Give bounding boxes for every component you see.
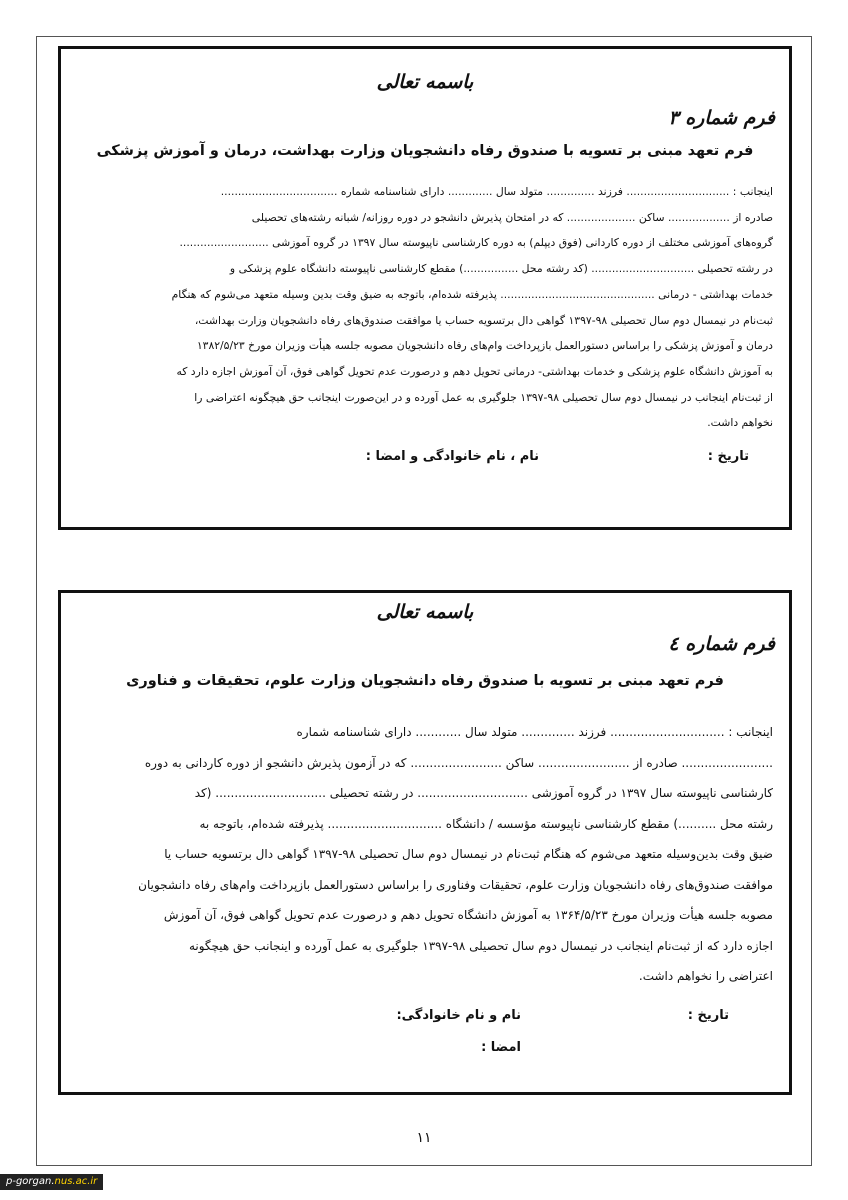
form-4-line: اعتراضی را نخواهم داشت. (638, 969, 773, 983)
form-4-sign-label: امضا : (481, 1040, 521, 1055)
site-prefix: p-gorgan. (6, 1176, 55, 1187)
form-4-name-label: نام و نام خانوادگی: (396, 1008, 521, 1023)
form-3-date-label: تاریخ : (707, 449, 749, 464)
form-3-line: صادره از .................. ساکن .................... که در امتحان پذیرش دانشجو در دوره روزانه/ شبانه رشته‌های تحصیلی (251, 210, 773, 224)
form-4-title: فرم تعهد مبنی بر تسویه با صندوق رفاه دانشجویان وزارت علوم، تحقیقات و فناوری (126, 673, 724, 689)
form-3-line: نخواهم داشت. (707, 416, 773, 430)
form-4-line: کارشناسی ناپیوسته سال ۱۳۹۷ در گروه آموزشی ............................. در رشته تحصیلی ............................. (کد (194, 786, 773, 800)
form-3-line: به آموزش دانشگاه علوم پزشکی و خدمات بهداشتی- درمانی تحویل دهم و درصورت عدم تحویل گواهی فوق، آن آموزش اجازه دارد که (176, 364, 773, 378)
form-3-line: در رشته تحصیلی .............................. (کد رشته محل ................) مقطع کارشناسی ناپیوسته دانشگاه علوم پزشکی و (229, 262, 773, 276)
form-4-body (83, 717, 773, 992)
form-4-line: اجازه دارد که از ثبت‌نام اینجانب در نیمسال دوم سال تحصیلی ۹۸-۱۳۹۷ جلوگیری به عمل آورده و اینجانب حق هیچگونه (188, 938, 773, 953)
site-watermark (0, 1174, 103, 1190)
form-3-line: درمان و آموزش پزشکی را براساس دستورالعمل بازپرداخت وام‌های رفاه دانشجویان مصوبه جلسه هیأت وزیران مورخ ۱۳۸۲/۵/۲۳ (196, 339, 773, 353)
form-3-line: اینجانب : .............................. فرزند .............. متولد سال ............. دارای شناسنامه شماره .................................. (220, 185, 773, 198)
form-4-bismillah: باسمه تعالی (376, 601, 474, 623)
form-4-number: فرم شماره ٤ (668, 633, 775, 655)
form-3-line: از ثبت‌نام اینجانب در نیمسال دوم سال تحصیلی ۹۸-۱۳۹۷ جلوگیری به عمل آورده و در این‌صورت اینجانب حق هیچگونه اعتراضی را (194, 390, 773, 404)
form-4-line: ضیق وقت بدین‌وسیله متعهد می‌شوم که هنگام ثبت‌نام در نیمسال دوم سال تحصیلی ۹۸-۱۳۹۷ گواهی دال برتسویه حساب یا (164, 847, 773, 861)
form-4-date-label: تاریخ : (687, 1008, 729, 1023)
page-number: ۱۱ (416, 1130, 432, 1146)
form-3-line: ثبت‌نام در نیمسال دوم سال تحصیلی ۹۸-۱۳۹۷ گواهی دال برتسویه حساب یا موافقت صندوق‌های رفاه دانشجویان وزارت بهداشت، (194, 313, 773, 327)
site-domain: nus.ac.ir (54, 1176, 98, 1187)
form-4-box (58, 590, 792, 1095)
form-3-box (58, 46, 792, 530)
form-4-line: رشته محل ..........) مقطع کارشناسی ناپیوسته مؤسسه / دانشگاه .............................. پذیرفته شده‌ام، باتوجه به (199, 816, 773, 831)
form-3-line: گروه‌های آموزشی مختلف از دوره کاردانی (فوق دیپلم) به دوره کارشناسی ناپیوسته سال ۱۳۹۷ در گروه آموزشی .......................... (179, 236, 773, 250)
form-4-line: موافقت صندوق‌های رفاه دانشجویان وزارت علوم، تحقیقات وفناوری را براساس دستورالعمل بازپرداخت وام‌های رفاه دانشجویان (138, 877, 773, 892)
form-3-number: فرم شماره ۳ (668, 107, 775, 129)
form-4-line: اینجانب : .............................. فرزند .............. متولد سال ............ دارای شناسنامه شماره (296, 725, 773, 739)
form-4-line: مصوبه جلسه هیأت وزیران مورخ ۱۳۶۴/۵/۲۳ به آموزش دانشگاه تحویل دهم و درصورت عدم تحویل گواهی فوق، آن آموزش (163, 908, 773, 922)
form-3-bismillah: باسمه تعالی (376, 71, 474, 93)
form-3-title: فرم تعهد مبنی بر تسویه با صندوق رفاه دانشجویان وزارت بهداشت، درمان و آموزش پزشکی (96, 143, 754, 159)
form-3-name-sign-label: نام ، نام خانوادگی و امضا : (365, 449, 539, 464)
form-4-line: ........................ صادره از ........................ ساکن ........................ که در آزمون پذیرش دانشجو از دوره کاردانی به دوره (144, 755, 773, 770)
form-3-line: خدمات بهداشتی - درمانی ............................................. پذیرفته شده‌ام، باتوجه به ضیق وقت بدین وسیله متعهد می‌شوم که هنگام (171, 287, 773, 301)
form-3-body (83, 179, 773, 436)
